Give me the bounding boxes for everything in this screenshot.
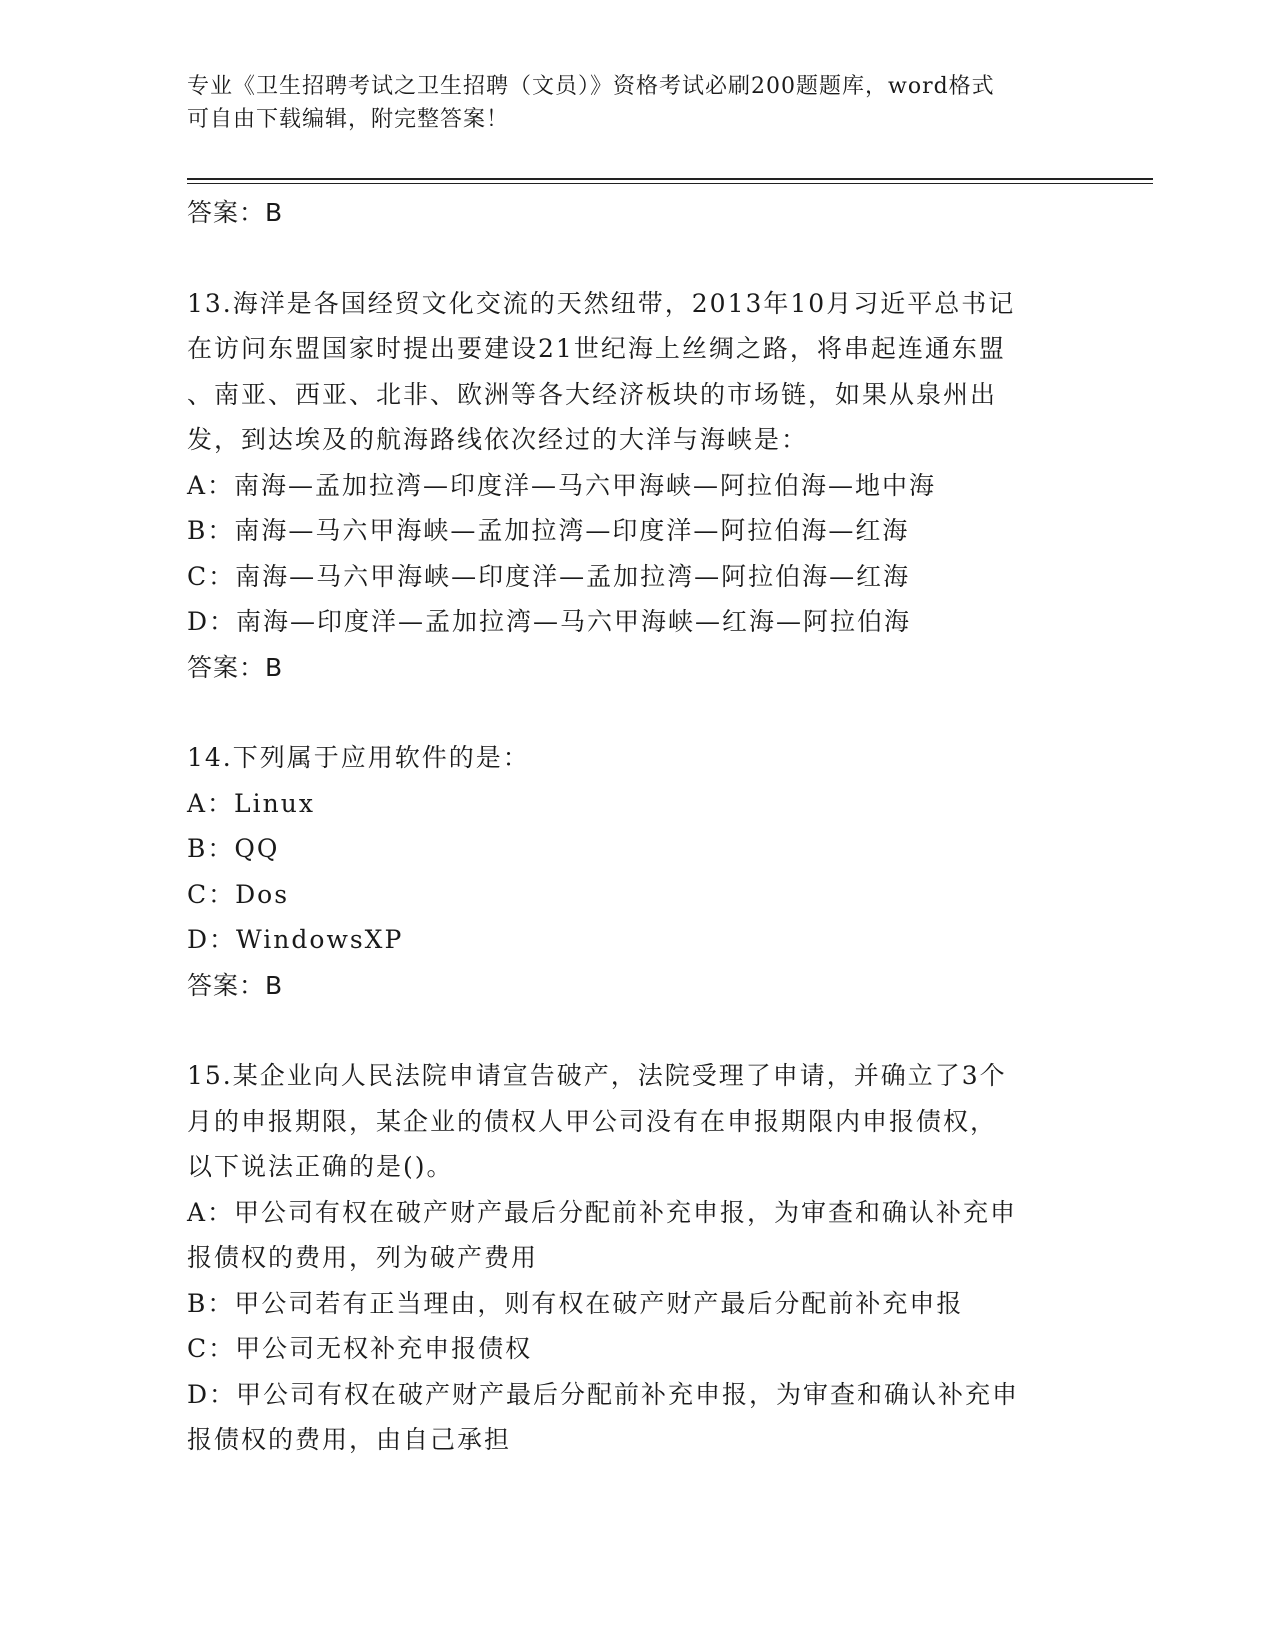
option-a-continued: 报债权的费用，列为破产费用 <box>187 1243 539 1272</box>
answer-label: 答案：B <box>187 652 284 682</box>
question-15 <box>187 1053 1077 1463</box>
question-14 <box>187 735 1077 1008</box>
option-c: C：Dos <box>187 879 290 909</box>
header-line-1: 专业《卫生招聘考试之卫生招聘（文员）》资格考试必刷200题题库，word格式 <box>187 74 995 99</box>
spacer <box>187 1008 1077 1053</box>
question-stem-line: 15.某企业向人民法院申请宣告破产，法院受理了申请，并确立了3个 <box>187 1061 1007 1090</box>
previous-answer: 答案：B <box>187 198 284 227</box>
spacer <box>187 690 1077 735</box>
option-d-continued: 报债权的费用，由自己承担 <box>187 1425 512 1454</box>
question-stem-line: 、南亚、西亚、北非、欧洲等各大经济板块的市场链，如果从泉州出 <box>187 379 998 409</box>
option-a: A：南海—孟加拉湾—印度洋—马六甲海峡—阿拉伯海—地中海 <box>187 470 937 500</box>
page-header <box>187 70 1067 136</box>
question-list <box>187 190 1077 1463</box>
header-divider-thick <box>187 178 1153 180</box>
spacer <box>187 236 1077 281</box>
question-stem-line: 月的申报期限，某企业的债权人甲公司没有在申报期限内申报债权， <box>187 1106 998 1136</box>
option-c: C：南海—马六甲海峡—印度洋—孟加拉湾—阿拉伯海—红海 <box>187 561 911 591</box>
option-a: A：Linux <box>187 788 315 818</box>
option-d: D：南海—印度洋—孟加拉湾—马六甲海峡—红海—阿拉伯海 <box>187 607 912 636</box>
option-d: D：甲公司有权在破产财产最后分配前补充申报，为审查和确认补充申 <box>187 1379 1020 1409</box>
header-divider-thin <box>187 183 1153 184</box>
option-a: A：甲公司有权在破产财产最后分配前补充申报，为审查和确认补充申 <box>187 1197 1018 1227</box>
option-b: B：QQ <box>187 834 280 863</box>
question-stem-line: 13.海洋是各国经贸文化交流的天然纽带，2013年10月习近平总书记 <box>187 288 1016 318</box>
question-13 <box>187 281 1077 691</box>
option-c: C：甲公司无权补充申报债权 <box>187 1334 533 1363</box>
option-b: B：南海—马六甲海峡—孟加拉湾—印度洋—阿拉伯海—红海 <box>187 516 910 545</box>
question-stem-line: 发，到达埃及的航海路线依次经过的大洋与海峡是： <box>187 425 809 454</box>
option-d: D：WindowsXP <box>187 925 404 954</box>
question-stem-line: 在访问东盟国家时提出要建设21世纪海上丝绸之路，将串起连通东盟 <box>187 334 1006 363</box>
answer-label: 答案：B <box>187 970 284 1000</box>
option-b: B：甲公司若有正当理由，则有权在破产财产最后分配前补充申报 <box>187 1288 964 1318</box>
question-stem-line: 14.下列属于应用软件的是： <box>187 743 530 772</box>
header-line-2: 可自由下载编辑，附完整答案！ <box>187 107 510 132</box>
question-stem-line: 以下说法正确的是()。 <box>187 1152 454 1181</box>
